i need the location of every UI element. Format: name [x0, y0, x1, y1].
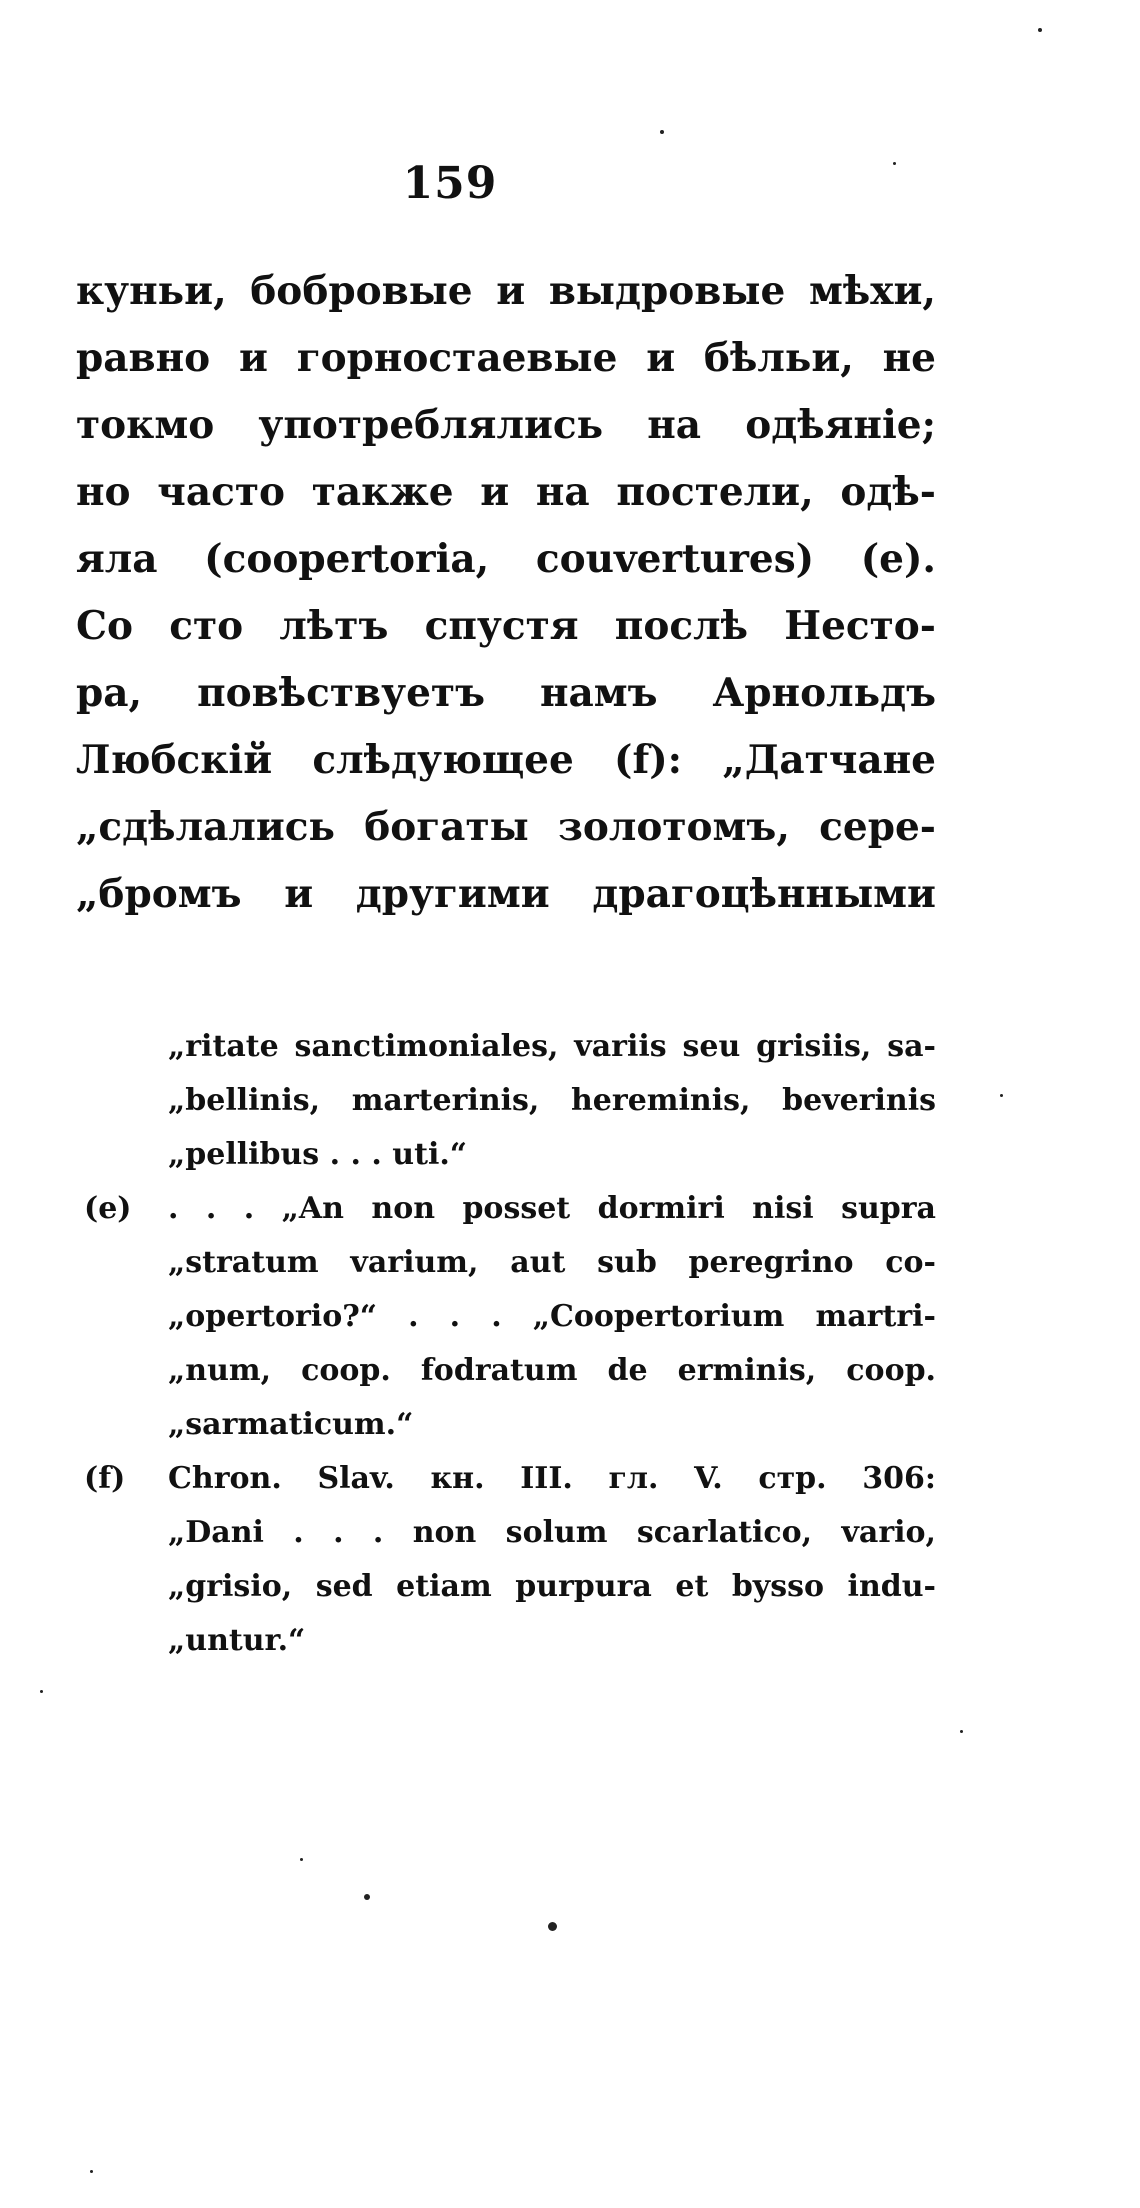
footnote-line: Chron. Slav. кн. III. гл. V. стр. 306: [168, 1461, 936, 1496]
footnote-line: „Dani . . . non solum scarlatico, vario, [168, 1515, 936, 1550]
main-text-line: яла (coopertoria, couvertures) (e). [76, 536, 936, 582]
main-text-line: ра, повѣствуетъ намъ Арнольдъ [76, 670, 936, 716]
footnote-line: . . . „An non posset dormiri nisi supra [168, 1191, 936, 1226]
scan-speck [1038, 28, 1042, 32]
main-text-line: равно и горностаевые и бѣльи, не [76, 335, 936, 381]
scan-speck [1000, 1094, 1003, 1097]
footnote-line: „grisio, sed etiam purpura et bysso indu- [168, 1569, 936, 1604]
main-text-line: но часто также и на постели, одѣ- [76, 469, 936, 515]
main-text-line: Со сто лѣтъ спустя послѣ Несто- [76, 603, 936, 649]
main-text-line: „сдѣлались богаты золотомъ, сере- [76, 804, 936, 850]
main-text-line: „бромъ и другими драгоцѣнными [76, 871, 936, 917]
footnote-line: „pellibus . . . uti.“ [168, 1137, 468, 1172]
scan-speck [893, 162, 896, 165]
main-text-line: куньи, бобровые и выдровые мѣхи, [76, 268, 936, 314]
footnote-line: „sarmaticum.“ [168, 1407, 414, 1442]
footnote-marker: (e) [84, 1191, 132, 1226]
main-text-line: токмо употреблялись на одѣяніе; [76, 402, 936, 448]
footnote-marker: (f) [84, 1461, 126, 1496]
page-number: 159 [402, 158, 498, 209]
footnote-line: „opertorio?“ . . . „Coopertorium martri- [168, 1299, 936, 1334]
footnote-line: „stratum varium, aut sub peregrino co- [168, 1245, 936, 1280]
footnote-line: „ritate sanctimoniales, variis seu grisiis, sa- [168, 1029, 936, 1064]
scan-speck [660, 130, 664, 134]
footnote-continuation [76, 1020, 936, 1182]
scan-speck [548, 1922, 557, 1931]
footnote-line: „bellinis, marterinis, hereminis, beverinis [168, 1083, 936, 1118]
footnote-f [76, 1452, 936, 1668]
scan-speck [300, 1858, 303, 1861]
scan-speck [960, 1730, 963, 1733]
main-text-line: Любскій слѣдующее (f): „Датчане [76, 737, 936, 783]
scan-speck [90, 2170, 93, 2173]
footnote-line: „num, coop. fodratum de erminis, coop. [168, 1353, 936, 1388]
main-text-block [76, 258, 936, 928]
footnote-e [76, 1182, 936, 1452]
footnote-line: „untur.“ [168, 1623, 306, 1658]
scan-speck [364, 1894, 370, 1900]
scan-speck [40, 1690, 43, 1693]
footnotes-block [76, 1020, 936, 1668]
